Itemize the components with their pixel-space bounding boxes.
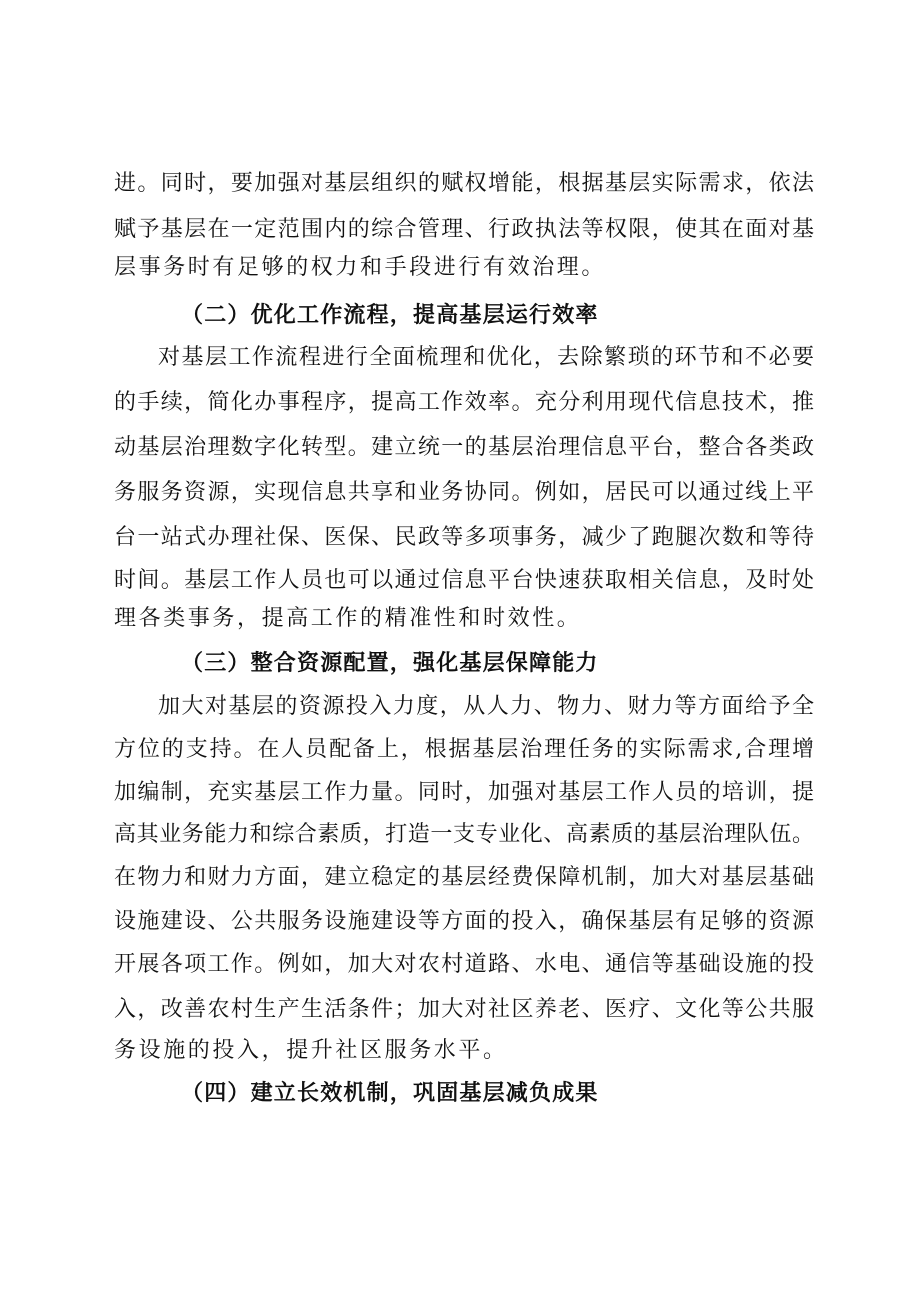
- paragraph-line: 入，改善农村生产生活条件；加大对社区养老、医疗、文化等公共服: [114, 997, 814, 1022]
- paragraph-line: 开展各项工作。例如，加大对农村道路、水电、通信等基础设施的投: [114, 952, 814, 977]
- paragraph-line: 赋予基层在一定范围内的综合管理、行政执法等权限，使其在面对基: [114, 217, 814, 242]
- paragraph-line: 动基层治理数字化转型。建立统一的基层治理信息平台，整合各类政: [114, 435, 814, 460]
- paragraph-line: 时间。基层工作人员也可以通过信息平台快速获取相关信息，及时处: [114, 568, 814, 593]
- paragraph-line: 加编制，充实基层工作力量。同时，加强对基层工作人员的培训，提: [114, 780, 814, 805]
- paragraph-line: 方位的支持。在人员配备上，根据基层治理任务的实际需求,合理增: [114, 737, 814, 762]
- section-heading-3: （三）整合资源配置，强化基层保障能力: [181, 651, 599, 676]
- paragraph-line: 层事务时有足够的权力和手段进行有效治理。: [114, 255, 607, 280]
- paragraph-line: 台一站式办理社保、医保、民政等多项事务，减少了跑腿次数和等待: [114, 525, 814, 550]
- paragraph-line: 加大对基层的资源投入力度，从人力、物力、财力等方面给予全: [158, 694, 814, 719]
- paragraph-line: 务设施的投入，提升社区服务水平。: [114, 1038, 508, 1063]
- paragraph-line: 高其业务能力和综合素质，打造一支专业化、高素质的基层治理队伍。: [114, 822, 814, 847]
- paragraph-line: 理各类事务，提高工作的精准性和时效性。: [114, 606, 582, 631]
- paragraph-line: 设施建设、公共服务设施建设等方面的投入，确保基层有足够的资源: [114, 909, 814, 934]
- paragraph-line: 对基层工作流程进行全面梳理和优化，去除繁琐的环节和不必要: [158, 345, 814, 370]
- paragraph-line: 在物力和财力方面，建立稳定的基层经费保障机制，加大对基层基础: [114, 865, 814, 890]
- paragraph-line: 务服务资源，实现信息共享和业务协同。例如，居民可以通过线上平: [114, 480, 814, 505]
- paragraph-line: 的手续，简化办事程序，提高工作效率。充分利用现代信息技术，推: [114, 390, 814, 415]
- paragraph-line: 进。同时，要加强对基层组织的赋权增能，根据基层实际需求，依法: [114, 171, 814, 196]
- section-heading-4: （四）建立长效机制，巩固基层减负成果: [181, 1081, 599, 1106]
- section-heading-2: （二）优化工作流程，提高基层运行效率: [181, 303, 599, 328]
